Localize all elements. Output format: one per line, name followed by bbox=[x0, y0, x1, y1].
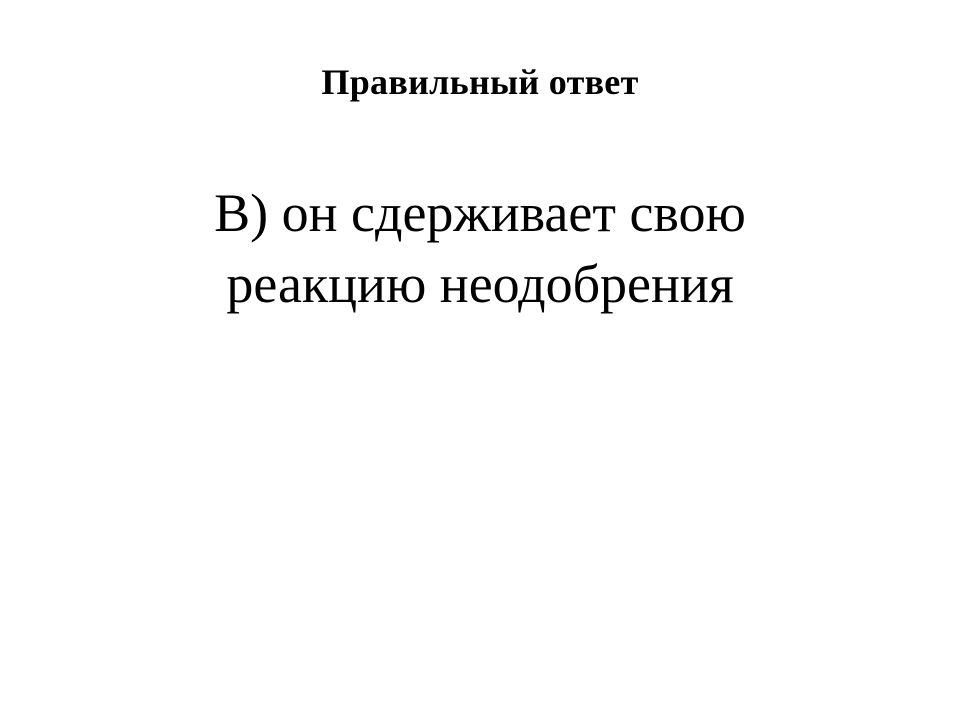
answer-text: В) он сдерживает свою реакцию неодобрения bbox=[214, 183, 746, 315]
slide-title: Правильный ответ bbox=[321, 62, 639, 102]
slide-body bbox=[70, 178, 890, 321]
